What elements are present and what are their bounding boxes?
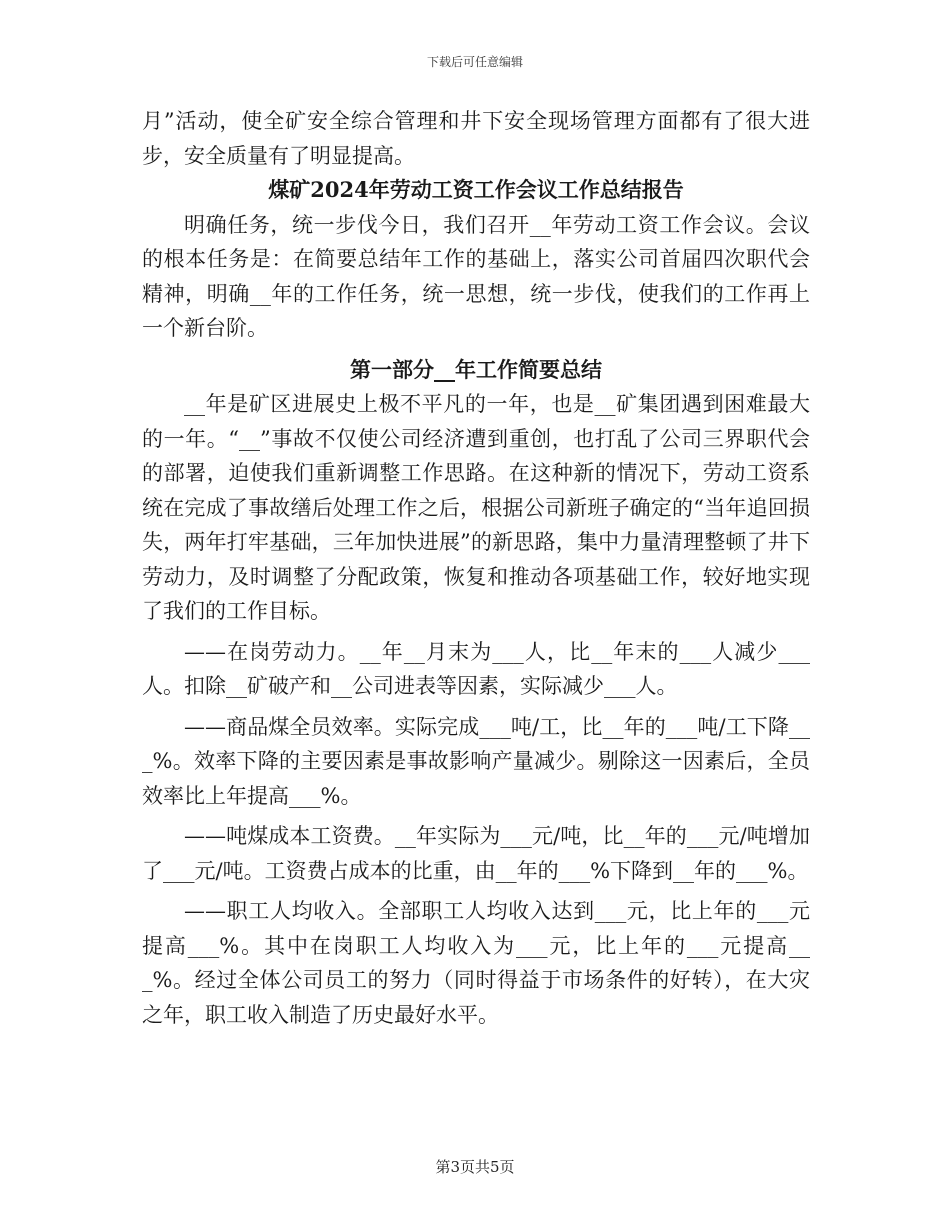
paragraph-intro: 月”活动，使全矿安全综合管理和井下安全现场管理方面都有了很大进步，安全质量有了明显提高。 xyxy=(142,109,810,168)
list-item-labor: ——在岗劳动力。__年__月末为___人，比__年末的___人减少___人。扣除__矿破产和__公司进表等因素，实际减少___人。 xyxy=(142,639,810,698)
section-title: 第一部分__年工作简要总结 xyxy=(350,356,602,382)
paragraph-summary: __年是矿区进展史上极不平凡的一年，也是__矿集团遇到困难最大的一年。“__”事故不仅使公司经济遭到重创，也打乱了公司三界职代会的部署，迫使我们重新调整工作思路。在这种新的情况下，劳动工资系统在完成了事故缮后处理工作之后，根据公司新班子确定的“当年追回损失，两年打牢基础，三年加快进展”的新思路，集中力量清理整顿了井下劳动力，及时调整了分配政策，恢复和推动各项基础工作，较好地实现了我们的工作目标。 xyxy=(142,392,810,623)
list-item-cost: ——吨煤成本工资费。__年实际为___元/吨，比__年的___元/吨增加了___元/吨。工资费占成本的比重，由__年的___%下降到__年的___%。 xyxy=(142,824,810,883)
page-header: 下载后可任意编辑 xyxy=(426,55,523,69)
document-title: 煤矿2024年劳动工资工作会议工作总结报告 xyxy=(268,177,684,202)
document-body xyxy=(142,104,810,1032)
list-item-efficiency: ——商品煤全员效率。实际完成___吨/工，比__年的___吨/工下降___%。效率下降的主要因素是事故影响产量减少。剔除这一因素后，全员效率比上年提高___%。 xyxy=(142,714,810,808)
list-item-income: ——职工人均收入。全部职工人均收入达到___元，比上年的___元提高___%。其中在岗职工人均收入为___元，比上年的___元提高___%。经过全体公司员工的努力（同时得益于市场条件的好转），在大灾之年，职工收入制造了历史最好水平。 xyxy=(142,899,810,1027)
paragraph-opening: 明确任务，统一步伐今日，我们召开__年劳动工资工作会议。会议的根本任务是：在简要总结年工作的基础上，落实公司首届四次职代会精神，明确__年的工作任务，统一思想，统一步伐，使我们的工作再上一个新台阶。 xyxy=(142,212,810,340)
page-number: 第3页共5页 xyxy=(435,1158,515,1176)
